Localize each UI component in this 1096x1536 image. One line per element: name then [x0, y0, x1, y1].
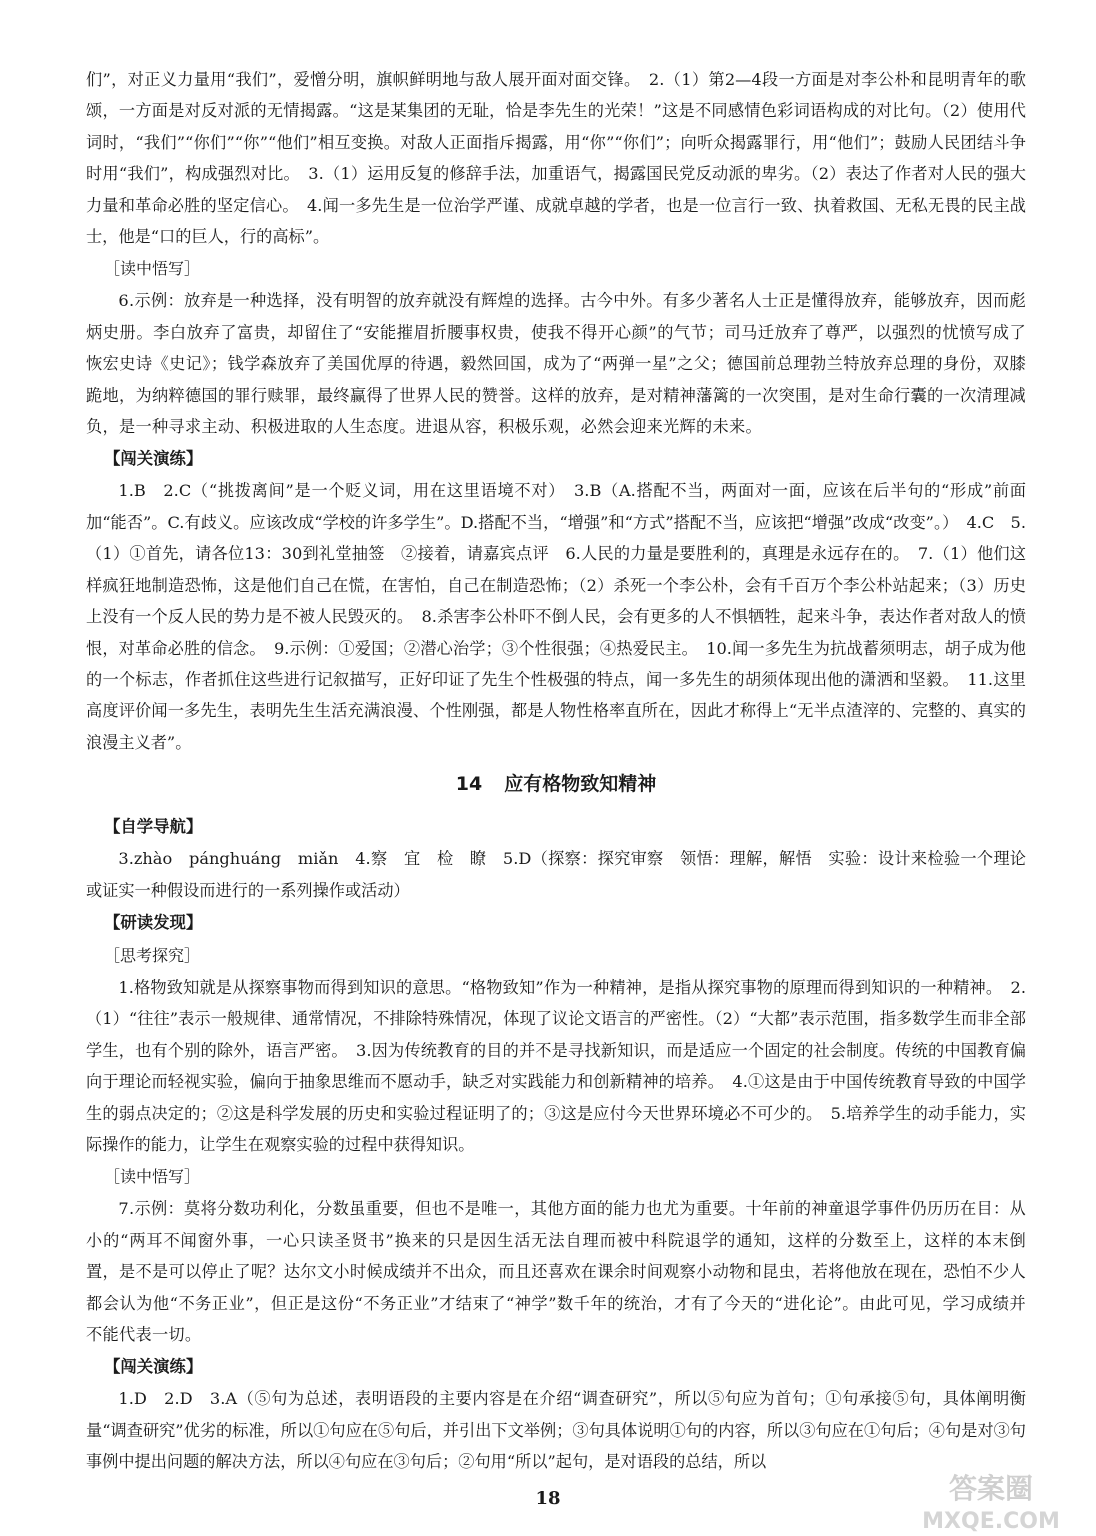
heading-challenge-practice: 【闯关演练】 — [104, 449, 203, 469]
subheading-think-explore: ［思考探究］ — [104, 945, 201, 965]
heading-research: 【研读发现】 — [104, 912, 203, 932]
heading-self-study: 【自学导航】 — [104, 817, 203, 837]
subheading-read-write-2: ［读中悟写］ — [104, 1167, 201, 1187]
section-title — [86, 758, 1026, 810]
sample-essay-abandon: 6.示例：放弃是一种选择，没有明智的放弃就没有辉煌的选择。古今中外。有多少著名人士正是懂得放弃，能够放弃，因而彪炳史册。李白放弃了富贵，却留住了“安能摧眉折腰事权贵，使我不得开心颜”的气节；司马迁放弃了尊严，以强烈的忧愤写成了恢宏史诗《史记》；钱学森放弃了美国优厚的待遇，毅然回国，成为了“两弹一星”之父；德国前总理勃兰特放弃总理的身份，双膝跪地，为纳粹德国的罪行赎罪，最终赢得了世界人民的赞誉。这样的放弃，是对精神藩篱的一次突围，是对生命行囊的一次清理减负，是一种寻求主动、积极进取的人生态度。进退从容，积极乐观，必然会迎来光辉的未来。 — [86, 291, 1026, 437]
watermark-line1: 答案圈 — [948, 1472, 1034, 1505]
think-explore-answers: 1.格物致知就是从探察事物而得到知识的意思。“格物致知”作为一种精神，是指从探究事物的原理而得到知识的一种精神。 2.（1）“往往”表示一般规律、通常情况，不排除特殊情况，体现了议论文语言的严密性。（2）“大都”表示范围，指多数学生而非全部学生，也有个别的除外，语言严密。 3.因为传统教育的目的并不是寻找新知识，而是适应一个固定的社会制度。传统的中国教育偏向于理论而轻视实验，偏向于抽象思维而不愿动手，缺乏对实践能力和创新精神的培养。 4.①这是由于中国传统教育导致的中国学生的弱点决定的；②这是科学发展的历史和实验过程证明了的；③这是应付今天世界环境必不可少的。 5.培养学生的动手能力，实际操作的能力，让学生在观察实验的过程中获得知识。 — [86, 977, 1026, 1154]
watermark-logo — [916, 1464, 1066, 1536]
challenge-answers-14: 1.D 2.D 3.A（⑤句为总述，表明语段的主要内容是在介绍“调查研究”，所以⑤句应为首句；①句承接⑤句，具体阐明衡量“调查研究”优劣的标准，所以①句应在⑤句后，并引出下文举例；③句具体说明①句的内容，所以③句应在①句后；④句是对③句事例中提出问题的解决方法，所以④句应在③句后；②句用“所以”起句，是对语段的总结，所以 — [86, 1389, 1026, 1472]
subheading-read-write: ［读中悟写］ — [104, 259, 201, 279]
answer-paragraph-continued: 们”，对正义力量用“我们”，爱憎分明，旗帜鲜明地与敌人展开面对面交锋。 2.（1）第2—4段一方面是对李公朴和昆明青年的歌颂，一方面是对反对派的无情揭露。“这是某集团的无耻，恰是李先生的光荣！”这是不同感情色彩词语构成的对比句。（2）使用代词时，“我们”“你们”“你”“他们”相互变换。对敌人正面指斥揭露，用“你”“你们”；向听众揭露罪行，用“他们”；鼓励人民团结斗争时用“我们”，构成强烈对比。 3.（1）运用反复的修辞手法，加重语气，揭露国民党反动派的卑劣。（2）表达了作者对人民的强大力量和革命必胜的坚定信心。 4.闻一多先生是一位治学严谨、成就卓越的学者，也是一位言行一致、执着救国、无私无畏的民主战士，他是“口的巨人，行的高标”。 — [86, 70, 1026, 247]
section-name: 应有格物致知精神 — [504, 773, 657, 796]
sample-essay-scores: 7.示例：莫将分数功利化，分数虽重要，但也不是唯一，其他方面的能力也尤为重要。十年前的神童退学事件仍历历在目：从小的“两耳不闻窗外事，一心只读圣贤书”换来的只是因生活无法自理而被中科院退学的通知，这样的分数至上，这样的本末倒置，是不是可以停止了呢？达尔文小时候成绩并不出众，而且还喜欢在课余时间观察小动物和昆虫，若将他放在现在，恐怕不少人都会认为他“不务正业”，但正是这份“不务正业”才结束了“神学”数千年的统治，才有了今天的“进化论”。由此可见，学习成绩并不能代表一切。 — [86, 1199, 1026, 1344]
section-number: 14 — [455, 773, 483, 796]
page-content — [86, 64, 1026, 1478]
watermark-line2: MXQE.COM — [922, 1509, 1060, 1534]
challenge-answers-13: 1.B 2.C（“挑拨离间”是一个贬义词，用在这里语境不对） 3.B（A.搭配不当，两面对一面，应该在后半句的“形成”前面加“能否”。C.有歧义。应该改成“学校的许多学生”。D.搭配不当，“增强”和“方式”搭配不当，应该把“增强”改成“改变”。） 4.C 5.（1）①首先，请各位13：30到礼堂抽签 ②接着，请嘉宾点评 6.人民的力量是要胜利的，真理是永远存在的。 7.（1）他们这样疯狂地制造恐怖，这是他们自己在慌，在害怕，自己在制造恐怖；（2）杀死一个李公朴，会有千百万个李公朴站起来；（3）历史上没有一个反人民的势力是不被人民毁灭的。 8.杀害李公朴吓不倒人民，会有更多的人不惧牺牲，起来斗争，表达作者对敌人的愤恨，对革命必胜的信念。 9.示例：①爱国；②潜心治学；③个性很强；④热爱民主。 10.闻一多先生为抗战蓄须明志，胡子成为他的一个标志，作者抓住这些进行记叙描写，正好印证了先生个性极强的特点，闻一多先生的胡须体现出他的潇洒和坚毅。 11.这里高度评价闻一多先生，表明先生生活充满浪漫、个性刚强，都是人物性格率直所在，因此才称得上“无半点渣滓的、完整的、真实的浪漫主义者”。 — [86, 481, 1026, 752]
self-study-answers: 3.zhào pánghuáng miǎn 4.察 宜 检 瞭 5.D（探察：探究审察 领悟：理解，解悟 实验：设计来检验一个理论或证实一种假设而进行的一系列操作或活动） — [86, 849, 1026, 900]
page-number: 18 — [535, 1488, 561, 1509]
heading-challenge-practice-2: 【闯关演练】 — [104, 1357, 203, 1377]
